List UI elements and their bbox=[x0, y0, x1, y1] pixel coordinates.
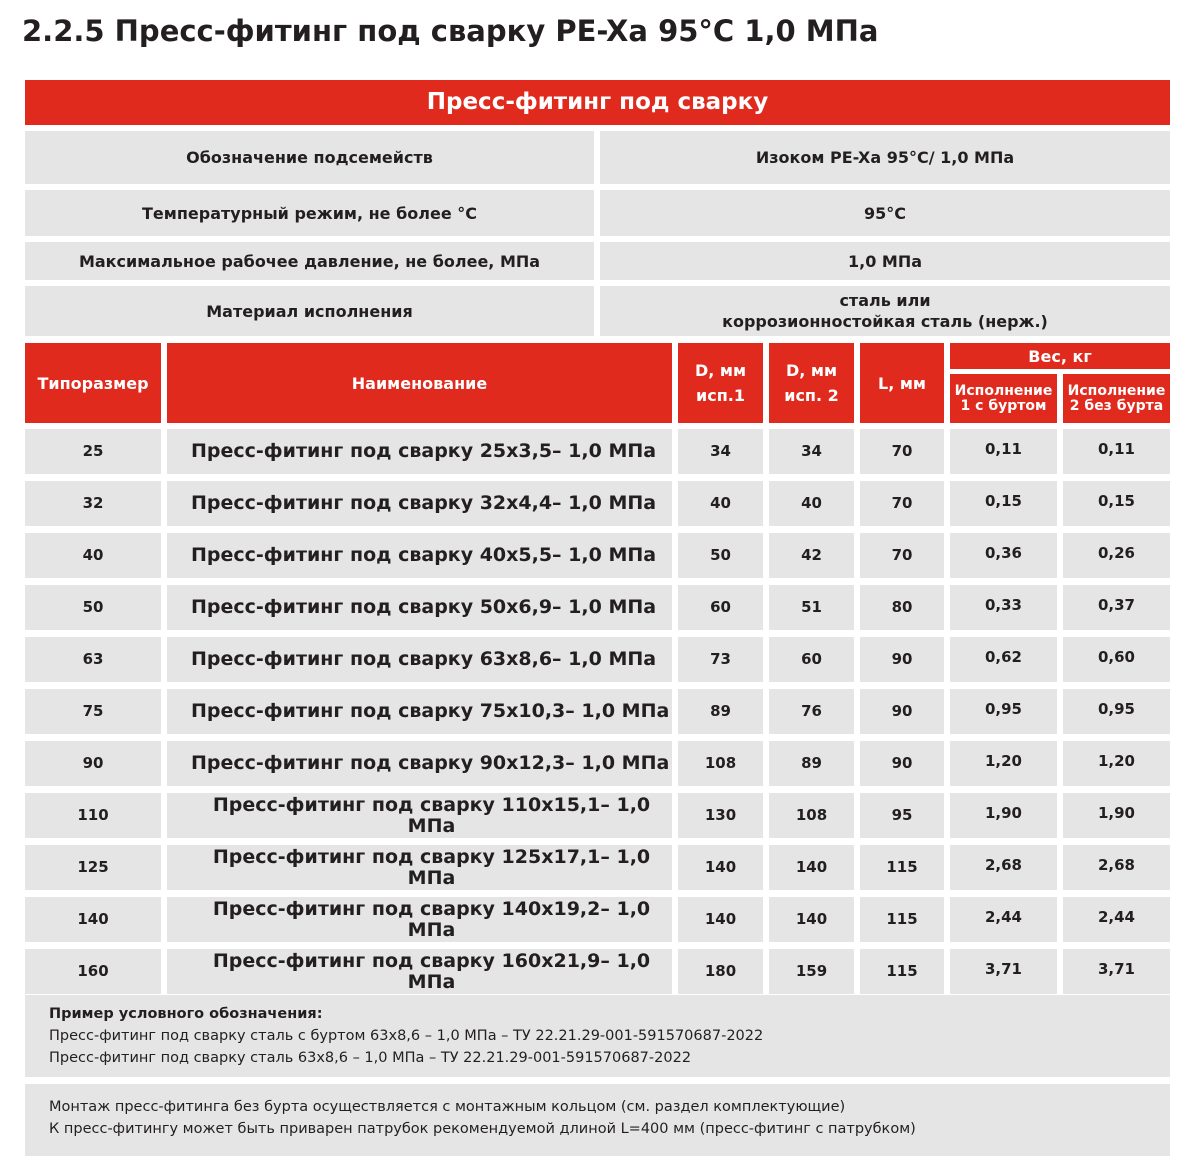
cell-w1: 0,11 bbox=[950, 429, 1057, 474]
cell-size: 32 bbox=[25, 481, 161, 526]
cell-w1: 0,95 bbox=[950, 689, 1057, 734]
col-header-w1-text bbox=[955, 384, 1053, 414]
property-value-line: 95°С bbox=[863, 203, 906, 223]
col-header-d2 bbox=[769, 343, 854, 423]
cell-name: Пресс-фитинг под сварку 32х4,4– 1,0 МПа bbox=[167, 481, 672, 526]
cell-w1: 0,62 bbox=[950, 637, 1057, 682]
cell-d1: 140 bbox=[678, 897, 763, 942]
col-header-d1-text bbox=[695, 358, 746, 408]
property-label: Материал исполнения bbox=[25, 286, 594, 336]
cell-d1: 34 bbox=[678, 429, 763, 474]
col-header-weight: Вес, кг bbox=[950, 343, 1170, 369]
note-line: К пресс-фитингу может быть приварен патрубок рекомендуемой длиной L=400 мм (пресс-фитинг с патрубком) bbox=[49, 1121, 916, 1137]
cell-d1: 89 bbox=[678, 689, 763, 734]
cell-d1: 40 bbox=[678, 481, 763, 526]
cell-d1: 50 bbox=[678, 533, 763, 578]
cell-w1: 2,68 bbox=[950, 845, 1057, 890]
cell-size: 25 bbox=[25, 429, 161, 474]
cell-d1: 130 bbox=[678, 793, 763, 838]
cell-name: Пресс-фитинг под сварку 25х3,5– 1,0 МПа bbox=[167, 429, 672, 474]
cell-w1: 3,71 bbox=[950, 949, 1057, 994]
cell-d2: 89 bbox=[769, 741, 854, 786]
cell-w2: 0,95 bbox=[1063, 689, 1170, 734]
cell-size: 40 bbox=[25, 533, 161, 578]
cell-d2: 140 bbox=[769, 897, 854, 942]
cell-d2: 40 bbox=[769, 481, 854, 526]
cell-name: Пресс-фитинг под сварку 50х6,9– 1,0 МПа bbox=[167, 585, 672, 630]
cell-name: Пресс-фитинг под сварку 160х21,9– 1,0 МПа bbox=[167, 949, 672, 994]
cell-l: 70 bbox=[860, 533, 944, 578]
notes-box bbox=[25, 1084, 1170, 1156]
cell-size: 125 bbox=[25, 845, 161, 890]
cell-d1: 108 bbox=[678, 741, 763, 786]
cell-size: 90 bbox=[25, 741, 161, 786]
cell-d1: 180 bbox=[678, 949, 763, 994]
example-line: Пресс-фитинг под сварку сталь с буртом 63х8,6 – 1,0 МПа – ТУ 22.21.29-001-591570687-2022 bbox=[49, 1028, 764, 1044]
property-value-text bbox=[756, 147, 1014, 168]
property-value-line: сталь или bbox=[839, 291, 931, 310]
cell-name: Пресс-фитинг под сварку 75х10,3– 1,0 МПа bbox=[167, 689, 672, 734]
cell-w2: 0,26 bbox=[1063, 533, 1170, 578]
property-value bbox=[600, 286, 1170, 336]
col-header-size: Типоразмер bbox=[25, 343, 161, 423]
cell-w2: 0,60 bbox=[1063, 637, 1170, 682]
cell-l: 90 bbox=[860, 637, 944, 682]
col-header-d1 bbox=[678, 343, 763, 423]
cell-l: 90 bbox=[860, 741, 944, 786]
cell-w1: 0,15 bbox=[950, 481, 1057, 526]
table-banner: Пресс-фитинг под сварку bbox=[25, 80, 1170, 125]
example-box bbox=[25, 995, 1170, 1077]
cell-d2: 159 bbox=[769, 949, 854, 994]
cell-l: 95 bbox=[860, 793, 944, 838]
property-value-line: коррозионностойкая сталь (нерж.) bbox=[722, 312, 1048, 331]
cell-d2: 34 bbox=[769, 429, 854, 474]
property-value-text bbox=[864, 203, 906, 224]
col-header-d2-line: D, мм bbox=[785, 361, 838, 380]
cell-l: 70 bbox=[860, 429, 944, 474]
cell-l: 115 bbox=[860, 845, 944, 890]
cell-size: 110 bbox=[25, 793, 161, 838]
col-header-d1-line: D, мм bbox=[694, 361, 747, 380]
cell-d2: 108 bbox=[769, 793, 854, 838]
col-header-w2-text bbox=[1068, 384, 1166, 414]
page-title: 2.2.5 Пресс-фитинг под сварку PE-Xa 95°С 1,0 МПа bbox=[22, 14, 879, 48]
cell-l: 115 bbox=[860, 949, 944, 994]
cell-name: Пресс-фитинг под сварку 140х19,2– 1,0 МПа bbox=[167, 897, 672, 942]
cell-d1: 73 bbox=[678, 637, 763, 682]
cell-size: 160 bbox=[25, 949, 161, 994]
cell-size: 63 bbox=[25, 637, 161, 682]
cell-w1: 0,36 bbox=[950, 533, 1057, 578]
cell-w2: 0,37 bbox=[1063, 585, 1170, 630]
cell-l: 70 bbox=[860, 481, 944, 526]
cell-l: 80 bbox=[860, 585, 944, 630]
cell-d1: 140 bbox=[678, 845, 763, 890]
col-header-w2-line: Исполнение bbox=[1067, 382, 1166, 399]
col-header-w2-line: 2 без бурта bbox=[1069, 397, 1164, 414]
col-header-name: Наименование bbox=[167, 343, 672, 423]
cell-size: 50 bbox=[25, 585, 161, 630]
property-value bbox=[600, 131, 1170, 184]
cell-d1: 60 bbox=[678, 585, 763, 630]
cell-d2: 76 bbox=[769, 689, 854, 734]
cell-size: 75 bbox=[25, 689, 161, 734]
example-heading: Пример условного обозначения: bbox=[49, 1006, 323, 1022]
property-label: Температурный режим, не более °С bbox=[25, 190, 594, 236]
property-value-text bbox=[722, 290, 1048, 332]
cell-name: Пресс-фитинг под сварку 40х5,5– 1,0 МПа bbox=[167, 533, 672, 578]
property-value-text bbox=[848, 251, 922, 272]
cell-w2: 0,15 bbox=[1063, 481, 1170, 526]
cell-name: Пресс-фитинг под сварку 63х8,6– 1,0 МПа bbox=[167, 637, 672, 682]
col-header-w1-line: 1 с буртом bbox=[960, 397, 1047, 414]
cell-size: 140 bbox=[25, 897, 161, 942]
cell-w2: 1,90 bbox=[1063, 793, 1170, 838]
cell-d2: 140 bbox=[769, 845, 854, 890]
cell-l: 115 bbox=[860, 897, 944, 942]
cell-d2: 51 bbox=[769, 585, 854, 630]
col-header-l: L, мм bbox=[860, 343, 944, 423]
col-header-w1 bbox=[950, 374, 1057, 423]
cell-w2: 0,11 bbox=[1063, 429, 1170, 474]
cell-w1: 1,20 bbox=[950, 741, 1057, 786]
col-header-d2-text bbox=[784, 358, 839, 408]
col-header-w1-line: Исполнение bbox=[954, 382, 1053, 399]
col-header-d2-line: исп. 2 bbox=[784, 386, 839, 405]
cell-w1: 0,33 bbox=[950, 585, 1057, 630]
cell-w1: 2,44 bbox=[950, 897, 1057, 942]
property-value bbox=[600, 242, 1170, 280]
cell-d2: 60 bbox=[769, 637, 854, 682]
cell-w2: 2,44 bbox=[1063, 897, 1170, 942]
property-value-line: 1,0 МПа bbox=[847, 251, 923, 271]
property-label: Максимальное рабочее давление, не более, МПа bbox=[25, 242, 594, 280]
property-label: Обозначение подсемейств bbox=[25, 131, 594, 184]
cell-name: Пресс-фитинг под сварку 125х17,1– 1,0 МПа bbox=[167, 845, 672, 890]
cell-w1: 1,90 bbox=[950, 793, 1057, 838]
property-value-line: Изоком PE-Xa 95°С/ 1,0 МПа bbox=[755, 148, 1015, 167]
cell-w2: 1,20 bbox=[1063, 741, 1170, 786]
cell-w2: 2,68 bbox=[1063, 845, 1170, 890]
col-header-d1-line: исп.1 bbox=[696, 386, 745, 405]
cell-name: Пресс-фитинг под сварку 90х12,3– 1,0 МПа bbox=[167, 741, 672, 786]
example-line: Пресс-фитинг под сварку сталь 63х8,6 – 1,0 МПа – ТУ 22.21.29-001-591570687-2022 bbox=[49, 1050, 692, 1066]
cell-d2: 42 bbox=[769, 533, 854, 578]
cell-name: Пресс-фитинг под сварку 110х15,1– 1,0 МПа bbox=[167, 793, 672, 838]
property-value bbox=[600, 190, 1170, 236]
col-header-w2 bbox=[1063, 374, 1170, 423]
note-line: Монтаж пресс-фитинга без бурта осуществляется с монтажным кольцом (см. раздел комплектующие) bbox=[49, 1099, 846, 1115]
cell-l: 90 bbox=[860, 689, 944, 734]
cell-w2: 3,71 bbox=[1063, 949, 1170, 994]
